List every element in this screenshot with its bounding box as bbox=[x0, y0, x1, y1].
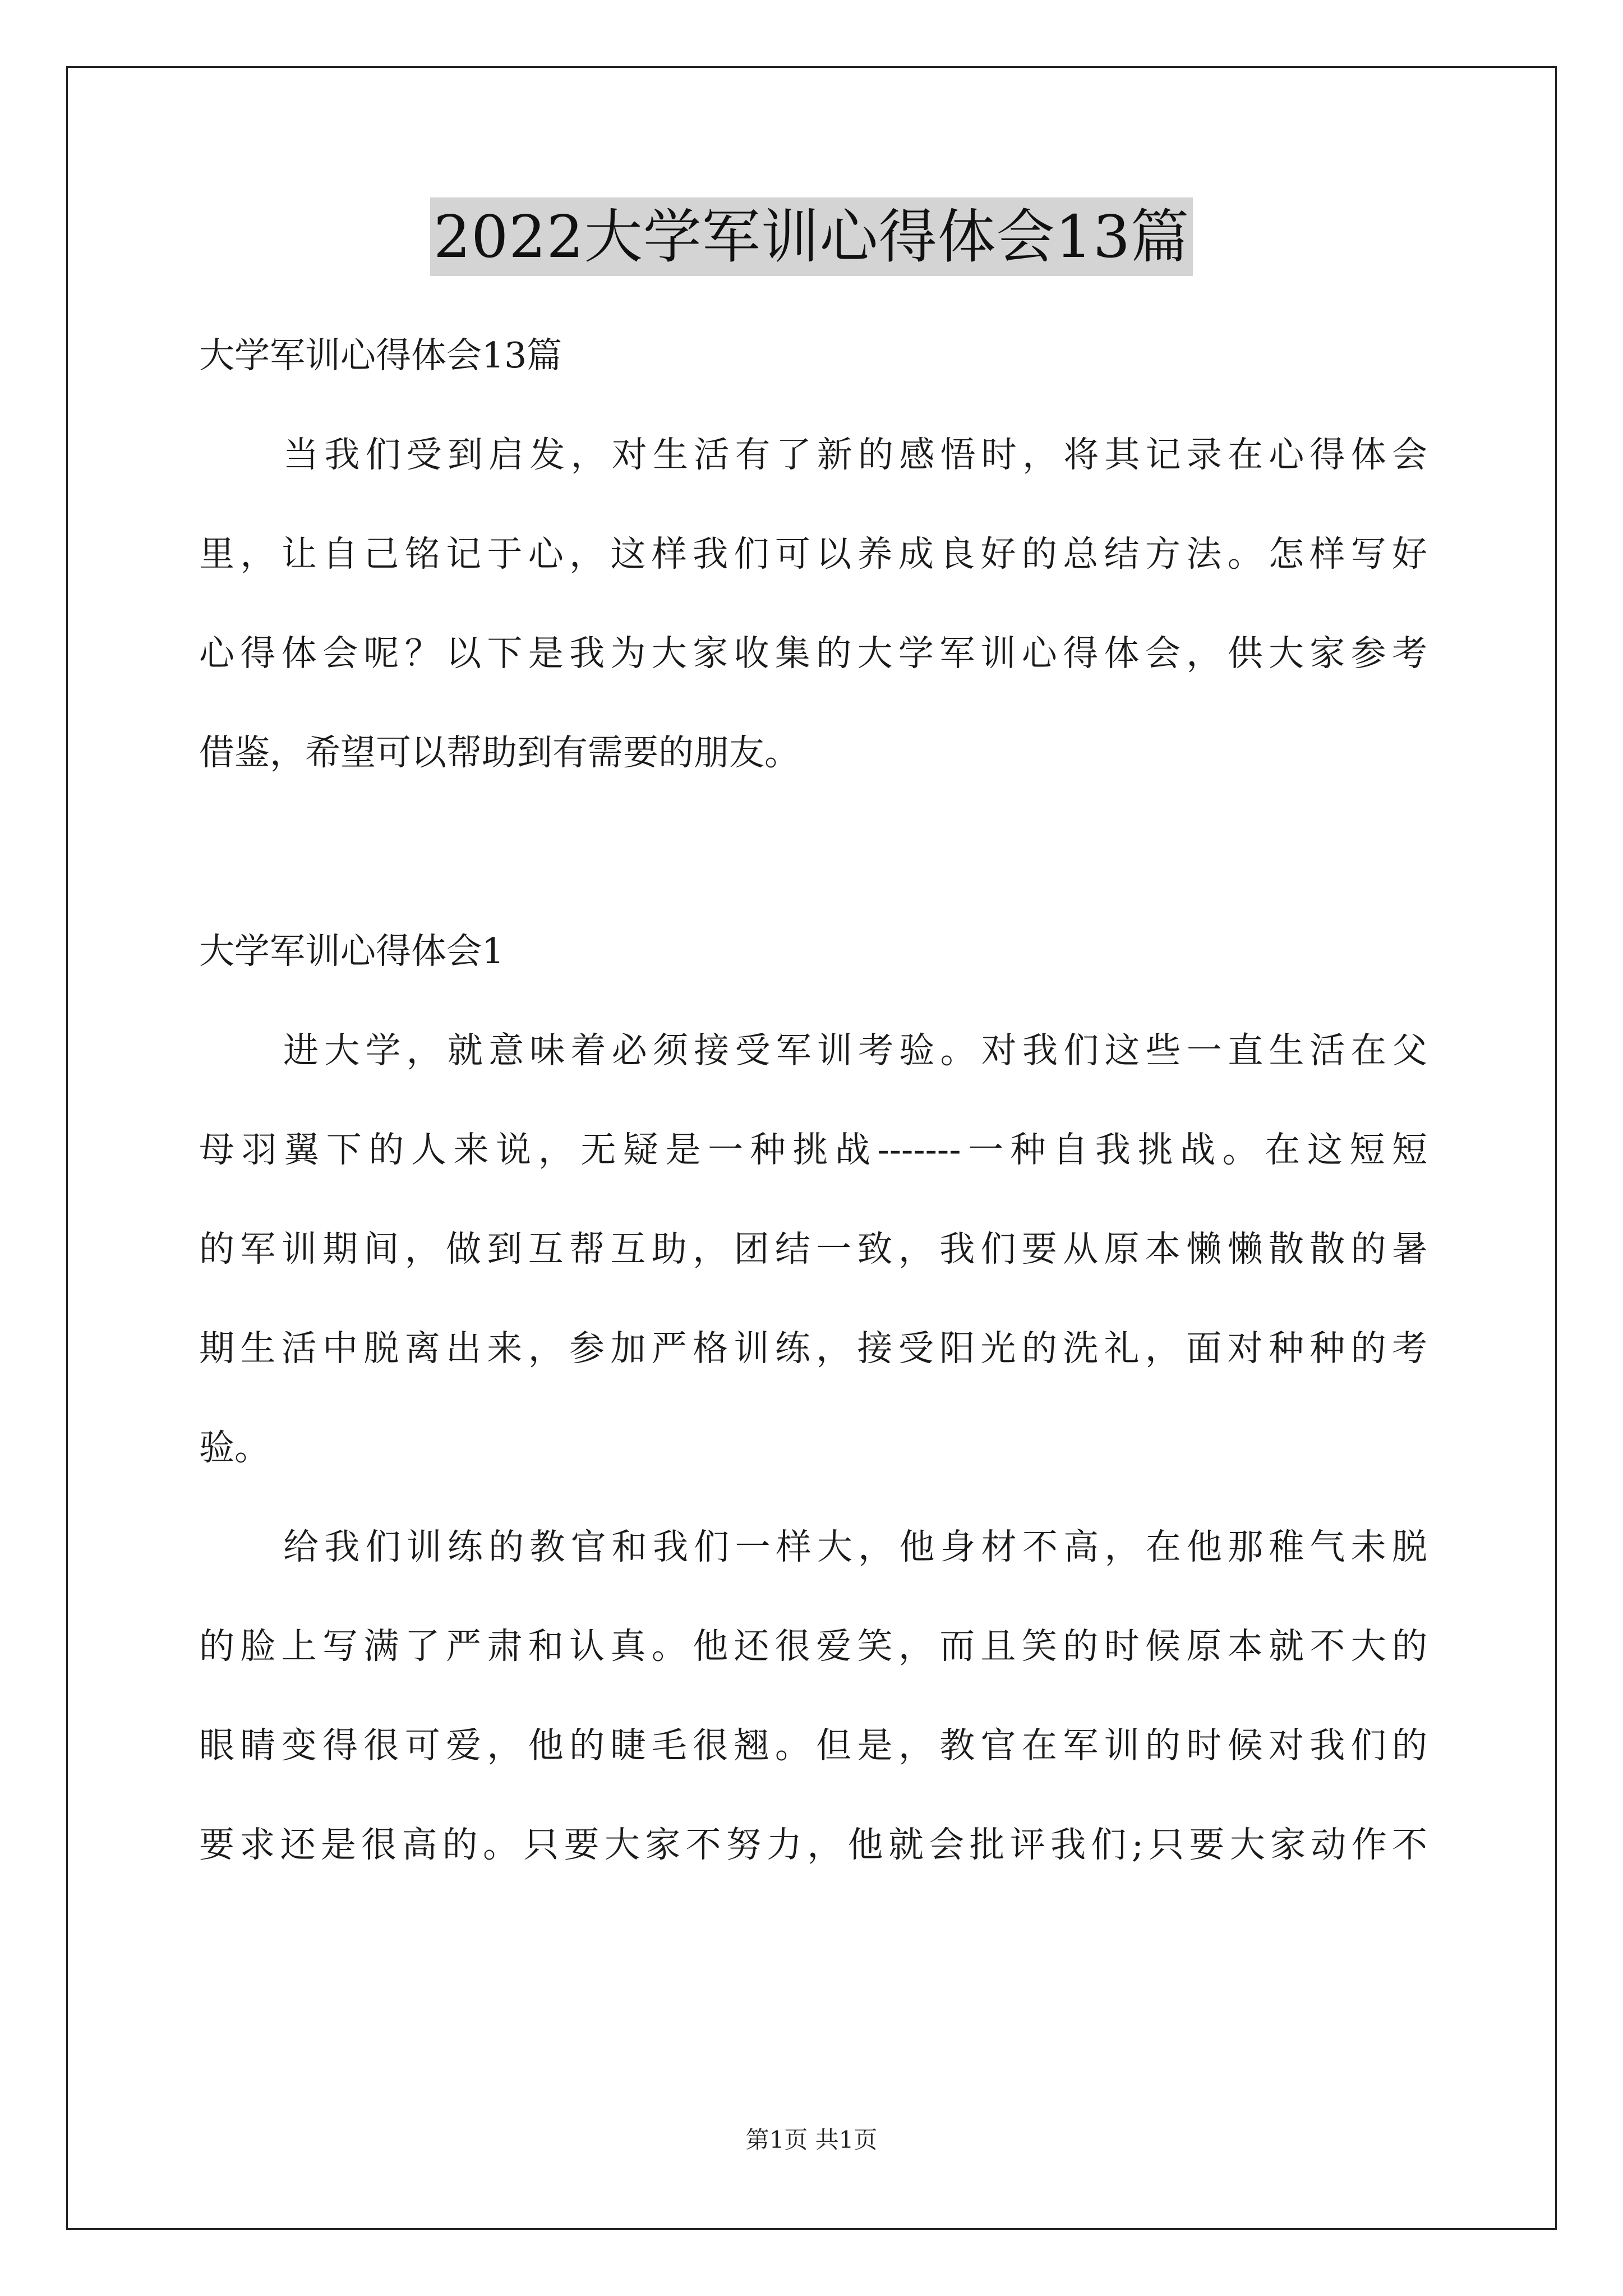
section1-para2-line: 要求还是很高的。只要大家不努力，他就会批评我们;只要大家动作不 bbox=[199, 1824, 1427, 1865]
section1-para1-line: 期生活中脱离出来，参加严格训练，接受阳光的洗礼，面对种种的考 bbox=[199, 1328, 1427, 1369]
document-title: 2022大学军训心得体会13篇 bbox=[430, 197, 1193, 276]
intro-line: 借鉴，希望可以帮助到有需要的朋友。 bbox=[199, 732, 800, 773]
section1-para1-line: 的军训期间，做到互帮互助，团结一致，我们要从原本懒懒散散的暑 bbox=[199, 1228, 1427, 1269]
document-body bbox=[199, 306, 1427, 1894]
section1-para2-line: 给我们训练的教官和我们一样大，他身材不高，在他那稚气未脱 bbox=[283, 1526, 1427, 1567]
section1-para1-line: 验。 bbox=[199, 1427, 270, 1468]
title-container bbox=[0, 197, 1623, 276]
section1-para2-line: 的脸上写满了严肃和认真。他还很爱笑，而且笑的时候原本就不大的 bbox=[199, 1626, 1427, 1667]
section1-para1-line: 进大学，就意味着必须接受军训考验。对我们这些一直生活在父 bbox=[283, 1030, 1427, 1071]
section1-para2-line: 眼睛变得很可爱，他的睫毛很翘。但是，教官在军训的时候对我们的 bbox=[199, 1725, 1427, 1766]
section1-para1-line: 母羽翼下的人来说，无疑是一种挑战-------一种自我挑战。在这短短 bbox=[199, 1129, 1427, 1170]
page-footer: 第1页 共1页 bbox=[745, 2126, 878, 2154]
intro-line: 当我们受到启发，对生活有了新的感悟时，将其记录在心得体会 bbox=[283, 434, 1427, 475]
intro-line: 里，让自己铭记于心，这样我们可以养成良好的总结方法。怎样写好 bbox=[199, 533, 1427, 574]
intro-line: 心得体会呢？以下是我为大家收集的大学军训心得体会，供大家参考 bbox=[199, 633, 1427, 674]
intro-heading: 大学军训心得体会13篇 bbox=[199, 335, 562, 376]
section-spacer bbox=[199, 802, 1427, 901]
section1-heading: 大学军训心得体会1 bbox=[199, 931, 505, 972]
